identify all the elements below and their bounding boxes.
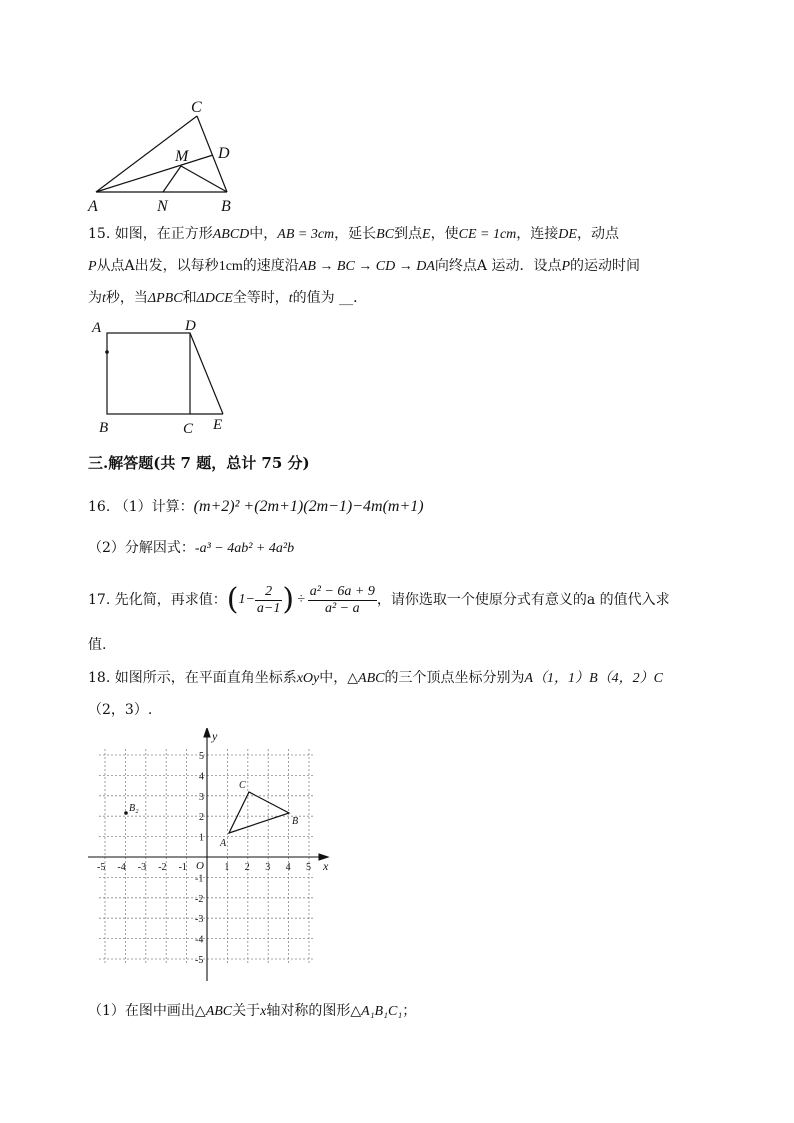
x-tick-label: 4 <box>285 862 291 873</box>
q17-line2: 值. <box>88 637 107 653</box>
q18-sub1: （1）在图中画出△ABC关于x轴对称的图形△A₁B₁C₁； <box>88 1003 417 1019</box>
coordinate-grid <box>88 728 338 990</box>
left-paren: ( <box>226 582 239 617</box>
label-C: C <box>183 421 194 436</box>
label-M: M <box>175 148 189 165</box>
point-label-A: A <box>220 838 227 849</box>
y-tick-label: -1 <box>195 873 204 885</box>
q17-line1: 17. 先化简，再求值： ( 1− $\frac{2}{a-1}$ ) ÷ $\frac{\text{a² − 6a + 9}}{\text{a² − a}}$ ，请你选取一个使原分式有意义的a 的值代入求 <box>88 582 670 617</box>
y-tick-label: 2 <box>199 812 204 824</box>
point-label-B2: B₂ <box>129 803 139 814</box>
y-tick-label: 4 <box>199 771 204 783</box>
point-label-B: B <box>292 816 299 827</box>
figure-14-triangle <box>85 95 245 220</box>
section-3-title: 三.解答题(共 7 题，总计 75 分) <box>88 454 310 472</box>
x-tick-label: -3 <box>137 862 147 873</box>
y-tick-label: -4 <box>195 934 204 946</box>
label-C: C <box>191 99 202 116</box>
q15-line2: P从点A出发，以每秒1cm的速度沿AB → BC → CD → DA向终点A 运动．设点P的运动时间 <box>88 258 641 274</box>
y-tick-label: 1 <box>199 832 204 844</box>
x-tick-label: 5 <box>306 862 311 873</box>
q15-line1: 15. 如图，在正方形ABCD中，AB = 3cm，延长BC到点E，使CE = 1cm，连接DE，动点 <box>88 226 619 242</box>
y-tick-label: -5 <box>195 955 204 966</box>
y-tick-label: 3 <box>199 791 204 803</box>
x-tick-label: -5 <box>97 862 106 873</box>
right-paren: ) <box>282 582 295 617</box>
point-label-C: C <box>239 780 246 791</box>
q16-part2: （2）分解因式：-a³ − 4ab² + 4a²b <box>88 540 295 556</box>
segment-DE <box>190 333 223 414</box>
label-B: B <box>99 420 109 436</box>
x-tick-label: 2 <box>244 862 250 873</box>
x-tick-label: 1 <box>224 862 230 873</box>
segment-MB <box>181 166 227 192</box>
triangle-ABC <box>229 792 289 833</box>
y-tick-label: -2 <box>195 893 204 905</box>
figure-15-square <box>85 314 235 436</box>
x-axis-label: x <box>323 859 329 873</box>
x-tick-label: 3 <box>265 862 271 873</box>
label-N: N <box>157 198 168 215</box>
q18-line2: （2，3）. <box>88 702 153 718</box>
x-tick-label: -2 <box>158 862 167 873</box>
label-E: E <box>213 417 223 433</box>
origin-label: O <box>196 860 204 872</box>
point-P <box>105 350 109 354</box>
y-tick-label: 5 <box>199 751 204 762</box>
fraction-2-over-a-minus-1: $\frac{2}{a-1}$ <box>256 583 281 616</box>
x-tick-label: -1 <box>178 862 187 873</box>
label-D: D <box>218 145 230 162</box>
y-tick-label: -3 <box>195 914 204 926</box>
q16-part1: 16. （1）计算：(m+2)² +(2m+1)(2m−1)−4m(m+1) <box>88 498 424 515</box>
square-ABCD <box>107 333 190 414</box>
label-A: A <box>88 198 98 215</box>
label-D: D <box>185 318 196 334</box>
fraction-quadratic: $\frac{\text{a² − 6a + 9}}{\text{a² − a}}$ <box>309 583 375 616</box>
q18-line1: 18. 如图所示，在平面直角坐标系xOy中，△ABC的三个顶点坐标分别为A（1，1）B（4，2）C <box>88 670 663 686</box>
y-axis-label: y <box>212 729 218 743</box>
x-tick-label: -4 <box>117 862 126 873</box>
label-B: B <box>221 198 231 215</box>
q15-line3: 为t秒，当ΔPBC和ΔDCE全等时，t的值为 __． <box>88 290 368 306</box>
point-B2 <box>124 811 128 815</box>
y-axis-arrow <box>204 728 210 737</box>
label-A: A <box>92 320 102 336</box>
